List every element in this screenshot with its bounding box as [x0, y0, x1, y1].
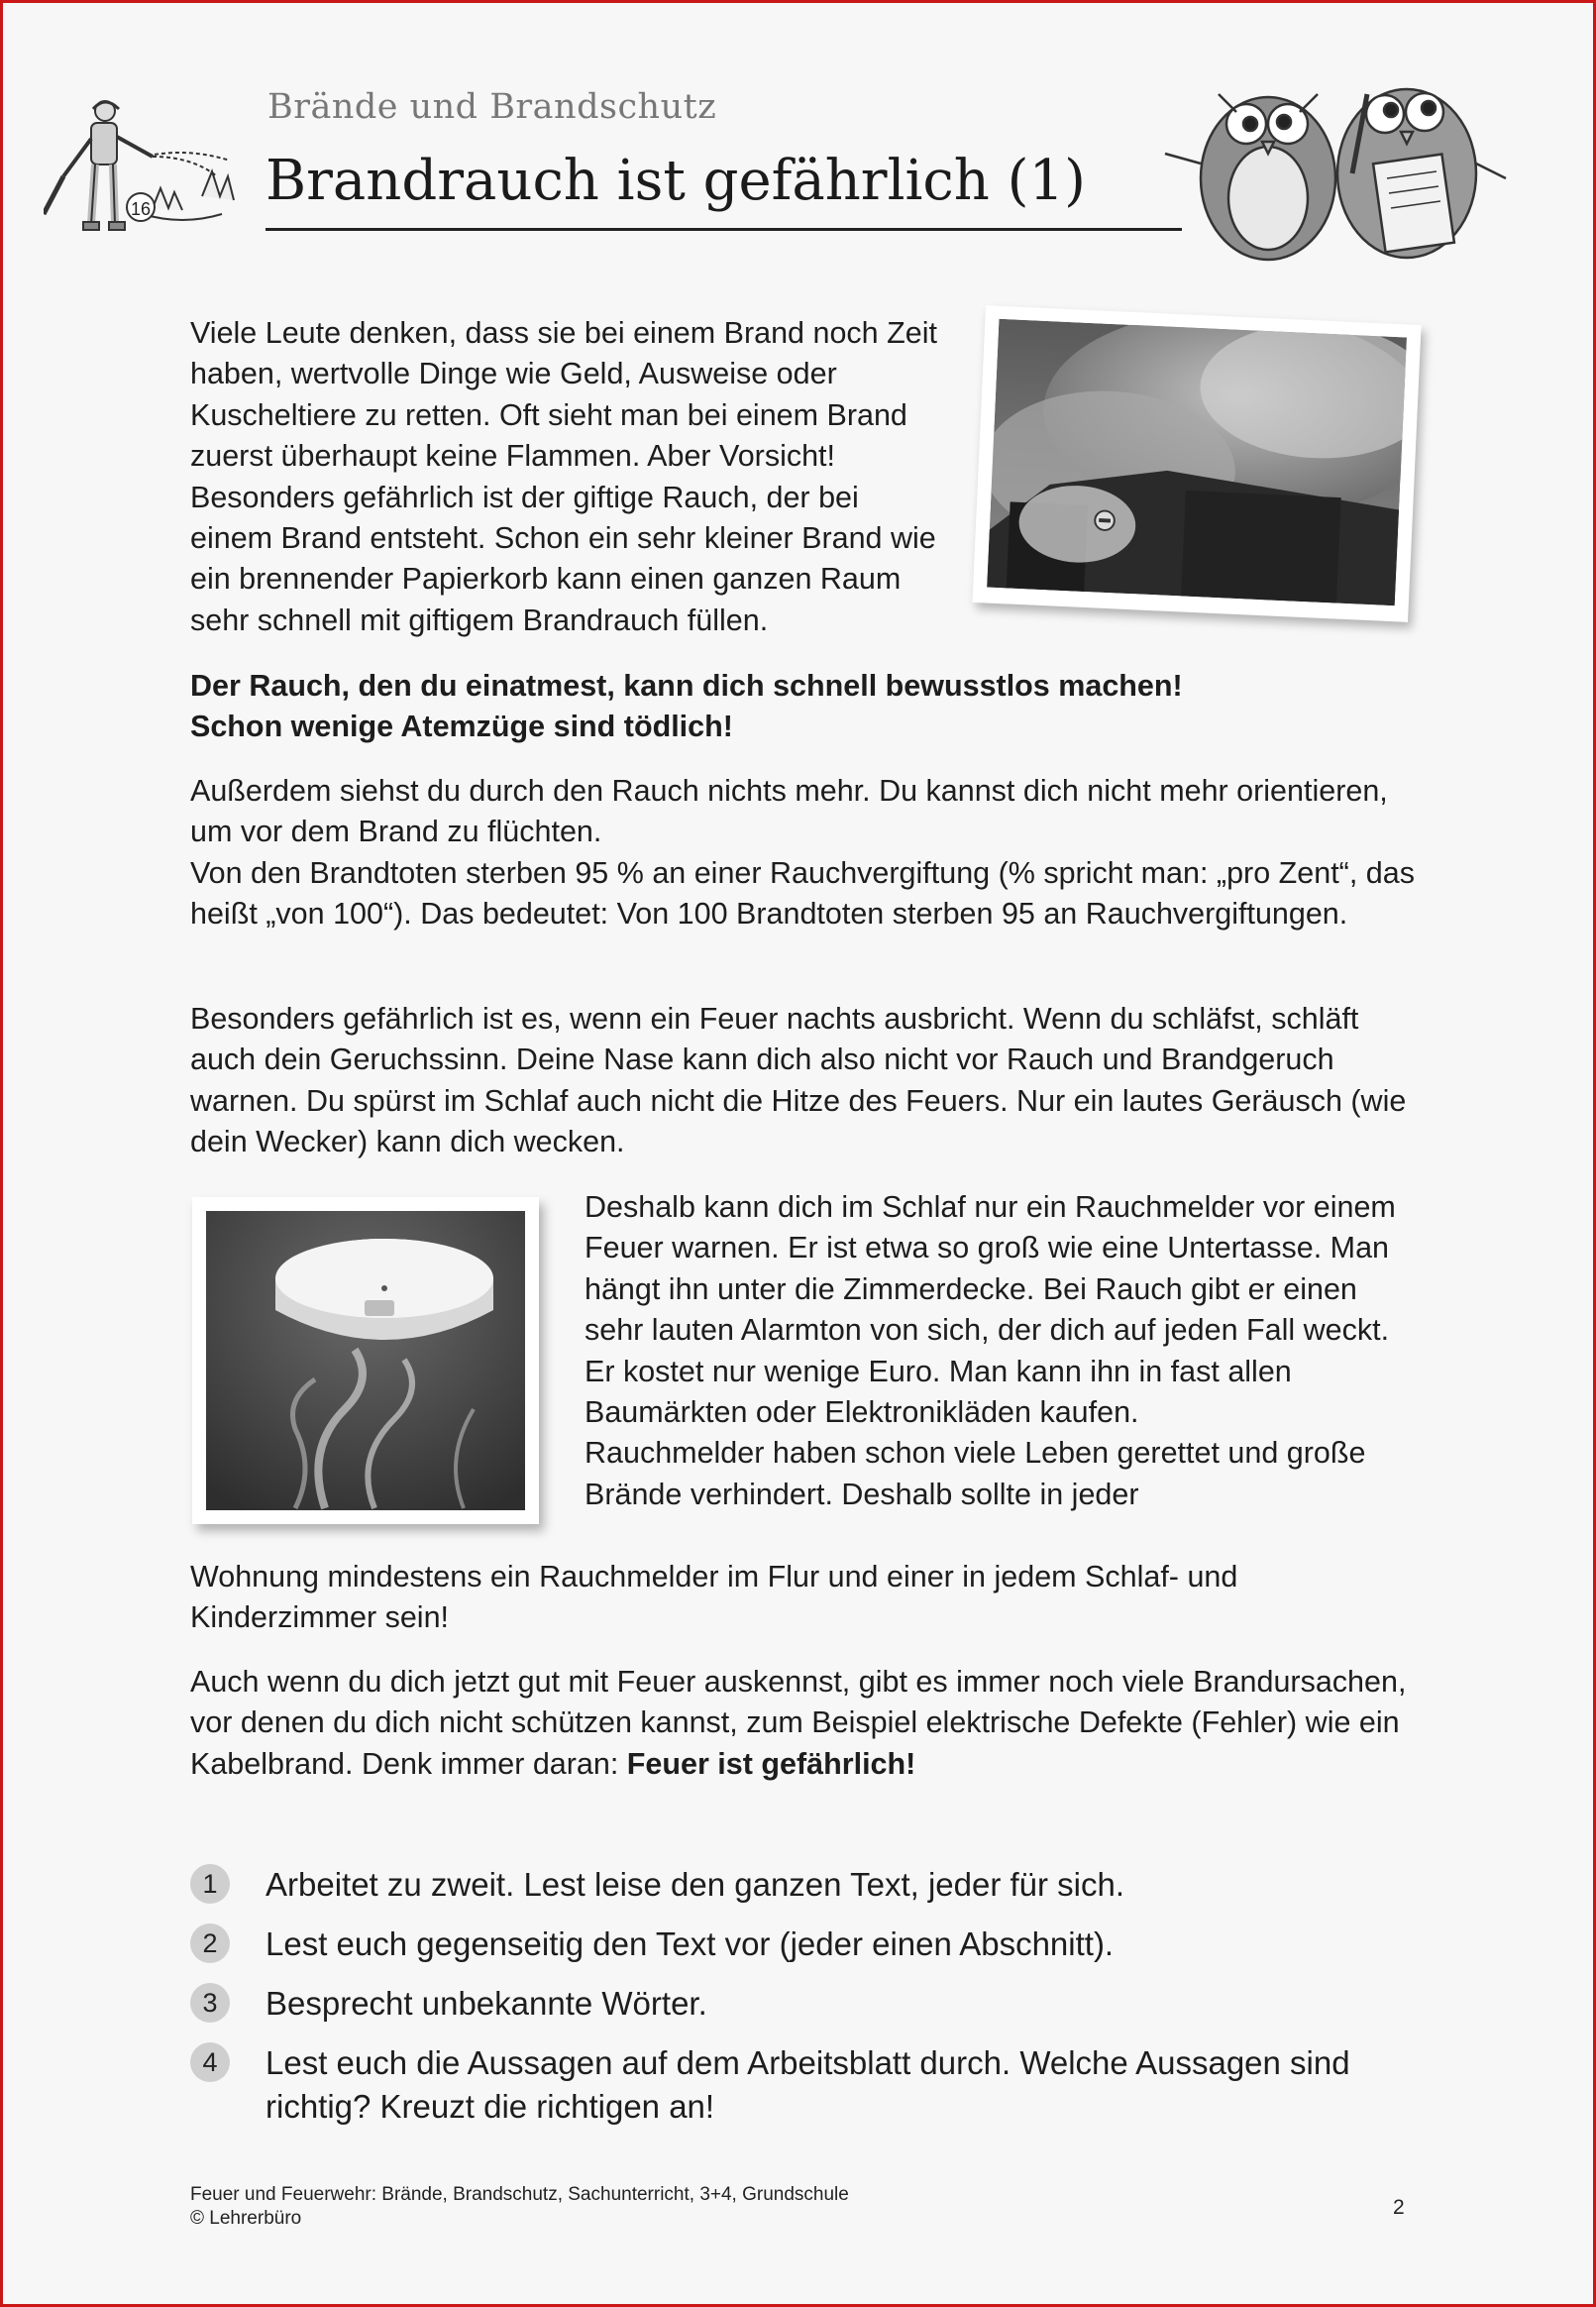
smoke-detector-photo: [192, 1197, 539, 1524]
footer-source: Feuer und Feuerwehr: Brände, Brandschutz, Sachunterricht, 3+4, Grundschule: [190, 2184, 849, 2205]
task-number: 1: [190, 1864, 230, 1904]
smoke-detector-paragraph-b: Rauchmelder haben schon viele Leben gerettet und große Brände verhindert. Deshalb sollte in jeder: [585, 1436, 1366, 1511]
footer-copyright: © Lehrerbüro: [190, 2208, 302, 2229]
smoke-paragraph-a: Außerdem siehst du durch den Rauch nichts mehr. Du kannst dich nicht mehr orientieren, um vor dem Brand zu flüchten.: [190, 774, 1388, 849]
night-fire-paragraph: Besonders gefährlich ist es, wenn ein Feuer nachts ausbricht. Wenn du schläfst, schläft auch dein Geruchssinn. Deine Nase kann dich also nicht vor Rauch und Brandgeruch warnen. Du spürst im Schlaf auch nicht die Hitze des Feuers. Nur ein lautes Geräusch (wie dein Wecker) kann dich wecken.: [190, 1002, 1407, 1159]
task-text: Besprecht unbekannte Wörter.: [266, 1985, 707, 2022]
conclusion-paragraph: [190, 1662, 1429, 1785]
intro-paragraph: Viele Leute denken, dass sie bei einem Brand noch Zeit haben, wertvolle Dinge wie Geld, Ausweise oder Kuscheltiere zu retten. Oft sieht man bei einem Brand zuerst überhaupt keine Flammen. Aber Vorsicht! Besonders gefährlich ist der giftige Rauch, der bei einem Brand entsteht. Schon ein sehr kleiner Brand wie ein brennender Papierkorb kann einen ganzen Raum sehr schnell mit giftigem Brandrauch füllen.: [190, 316, 937, 637]
task-list: [190, 1863, 1429, 2144]
conclusion-text: Auch wenn du dich jetzt gut mit Feuer auskennst, gibt es immer noch viele Brandursachen, vor denen du dich nicht schützen kannst, zum Beispiel elektrische Defekte (Fehler) wie ein Kabelbrand. Denk immer daran:: [190, 1665, 1407, 1781]
task-text: Lest euch gegenseitig den Text vor (jeder einen Abschnitt).: [266, 1925, 1115, 1962]
task-number: 4: [190, 2042, 230, 2082]
task-text: Lest euch die Aussagen auf dem Arbeitsblatt durch. Welche Aussagen sind richtig? Kreuzt die richtigen an!: [266, 2044, 1350, 2125]
task-text: Arbeitet zu zweit. Lest leise den ganzen Text, jeder für sich.: [266, 1866, 1125, 1903]
title-rule: [266, 228, 1182, 231]
burning-house-photo: [972, 305, 1421, 622]
task-item: [190, 1922, 1429, 1966]
badge-number: 16: [130, 199, 152, 219]
task-number: 3: [190, 1983, 230, 2023]
supertitle: Brände und Brandschutz: [267, 87, 717, 127]
smoke-detector-paragraph-c: Wohnung mindestens ein Rauchmelder im Flur und einer in jedem Schlaf- und Kinderzimmer sein!: [190, 1560, 1238, 1635]
page-title: Brandrauch ist gefährlich (1): [266, 149, 1086, 213]
smoke-paragraph-b: Von den Brandtoten sterben 95 % an einer Rauchvergiftung (% spricht man: „pro Zent“, das heißt „von 100“). Das bedeutet: Von 100 Brandtoten sterben 95 an Rauchvergiftungen.: [190, 855, 1415, 932]
warning-line-1: Der Rauch, den du einatmest, kann dich schnell bewusstlos machen!: [190, 669, 1183, 703]
owls-icon: [1159, 55, 1511, 268]
task-item: [190, 1982, 1429, 2026]
footer: [190, 2183, 849, 2231]
conclusion-bold: Feuer ist gefährlich!: [626, 1746, 916, 1781]
task-item: [190, 2041, 1429, 2129]
task-number: 2: [190, 1923, 230, 1963]
task-item: [190, 1863, 1429, 1907]
warning-paragraph: [190, 666, 1429, 748]
warning-line-2: Schon wenige Atemzüge sind tödlich!: [190, 710, 733, 744]
firefighter-icon: [44, 97, 262, 266]
smoke-detector-paragraph-a: Deshalb kann dich im Schlaf nur ein Rauchmelder vor einem Feuer warnen. Er ist etwa so groß wie eine Untertasse. Man hängt ihn unter die Zimmerdecke. Bei Rauch gibt er einen sehr lauten Alarmton von sich, der dich auf jeden Fall weckt. Er kostet nur wenige Euro. Man kann ihn in fast allen Baumärkten oder Elektronikläden kaufen.: [585, 1190, 1396, 1430]
smoke-paragraph: [190, 771, 1429, 935]
smoke-detector-paragraph: [585, 1187, 1407, 1515]
page-number: 2: [1393, 2196, 1405, 2219]
